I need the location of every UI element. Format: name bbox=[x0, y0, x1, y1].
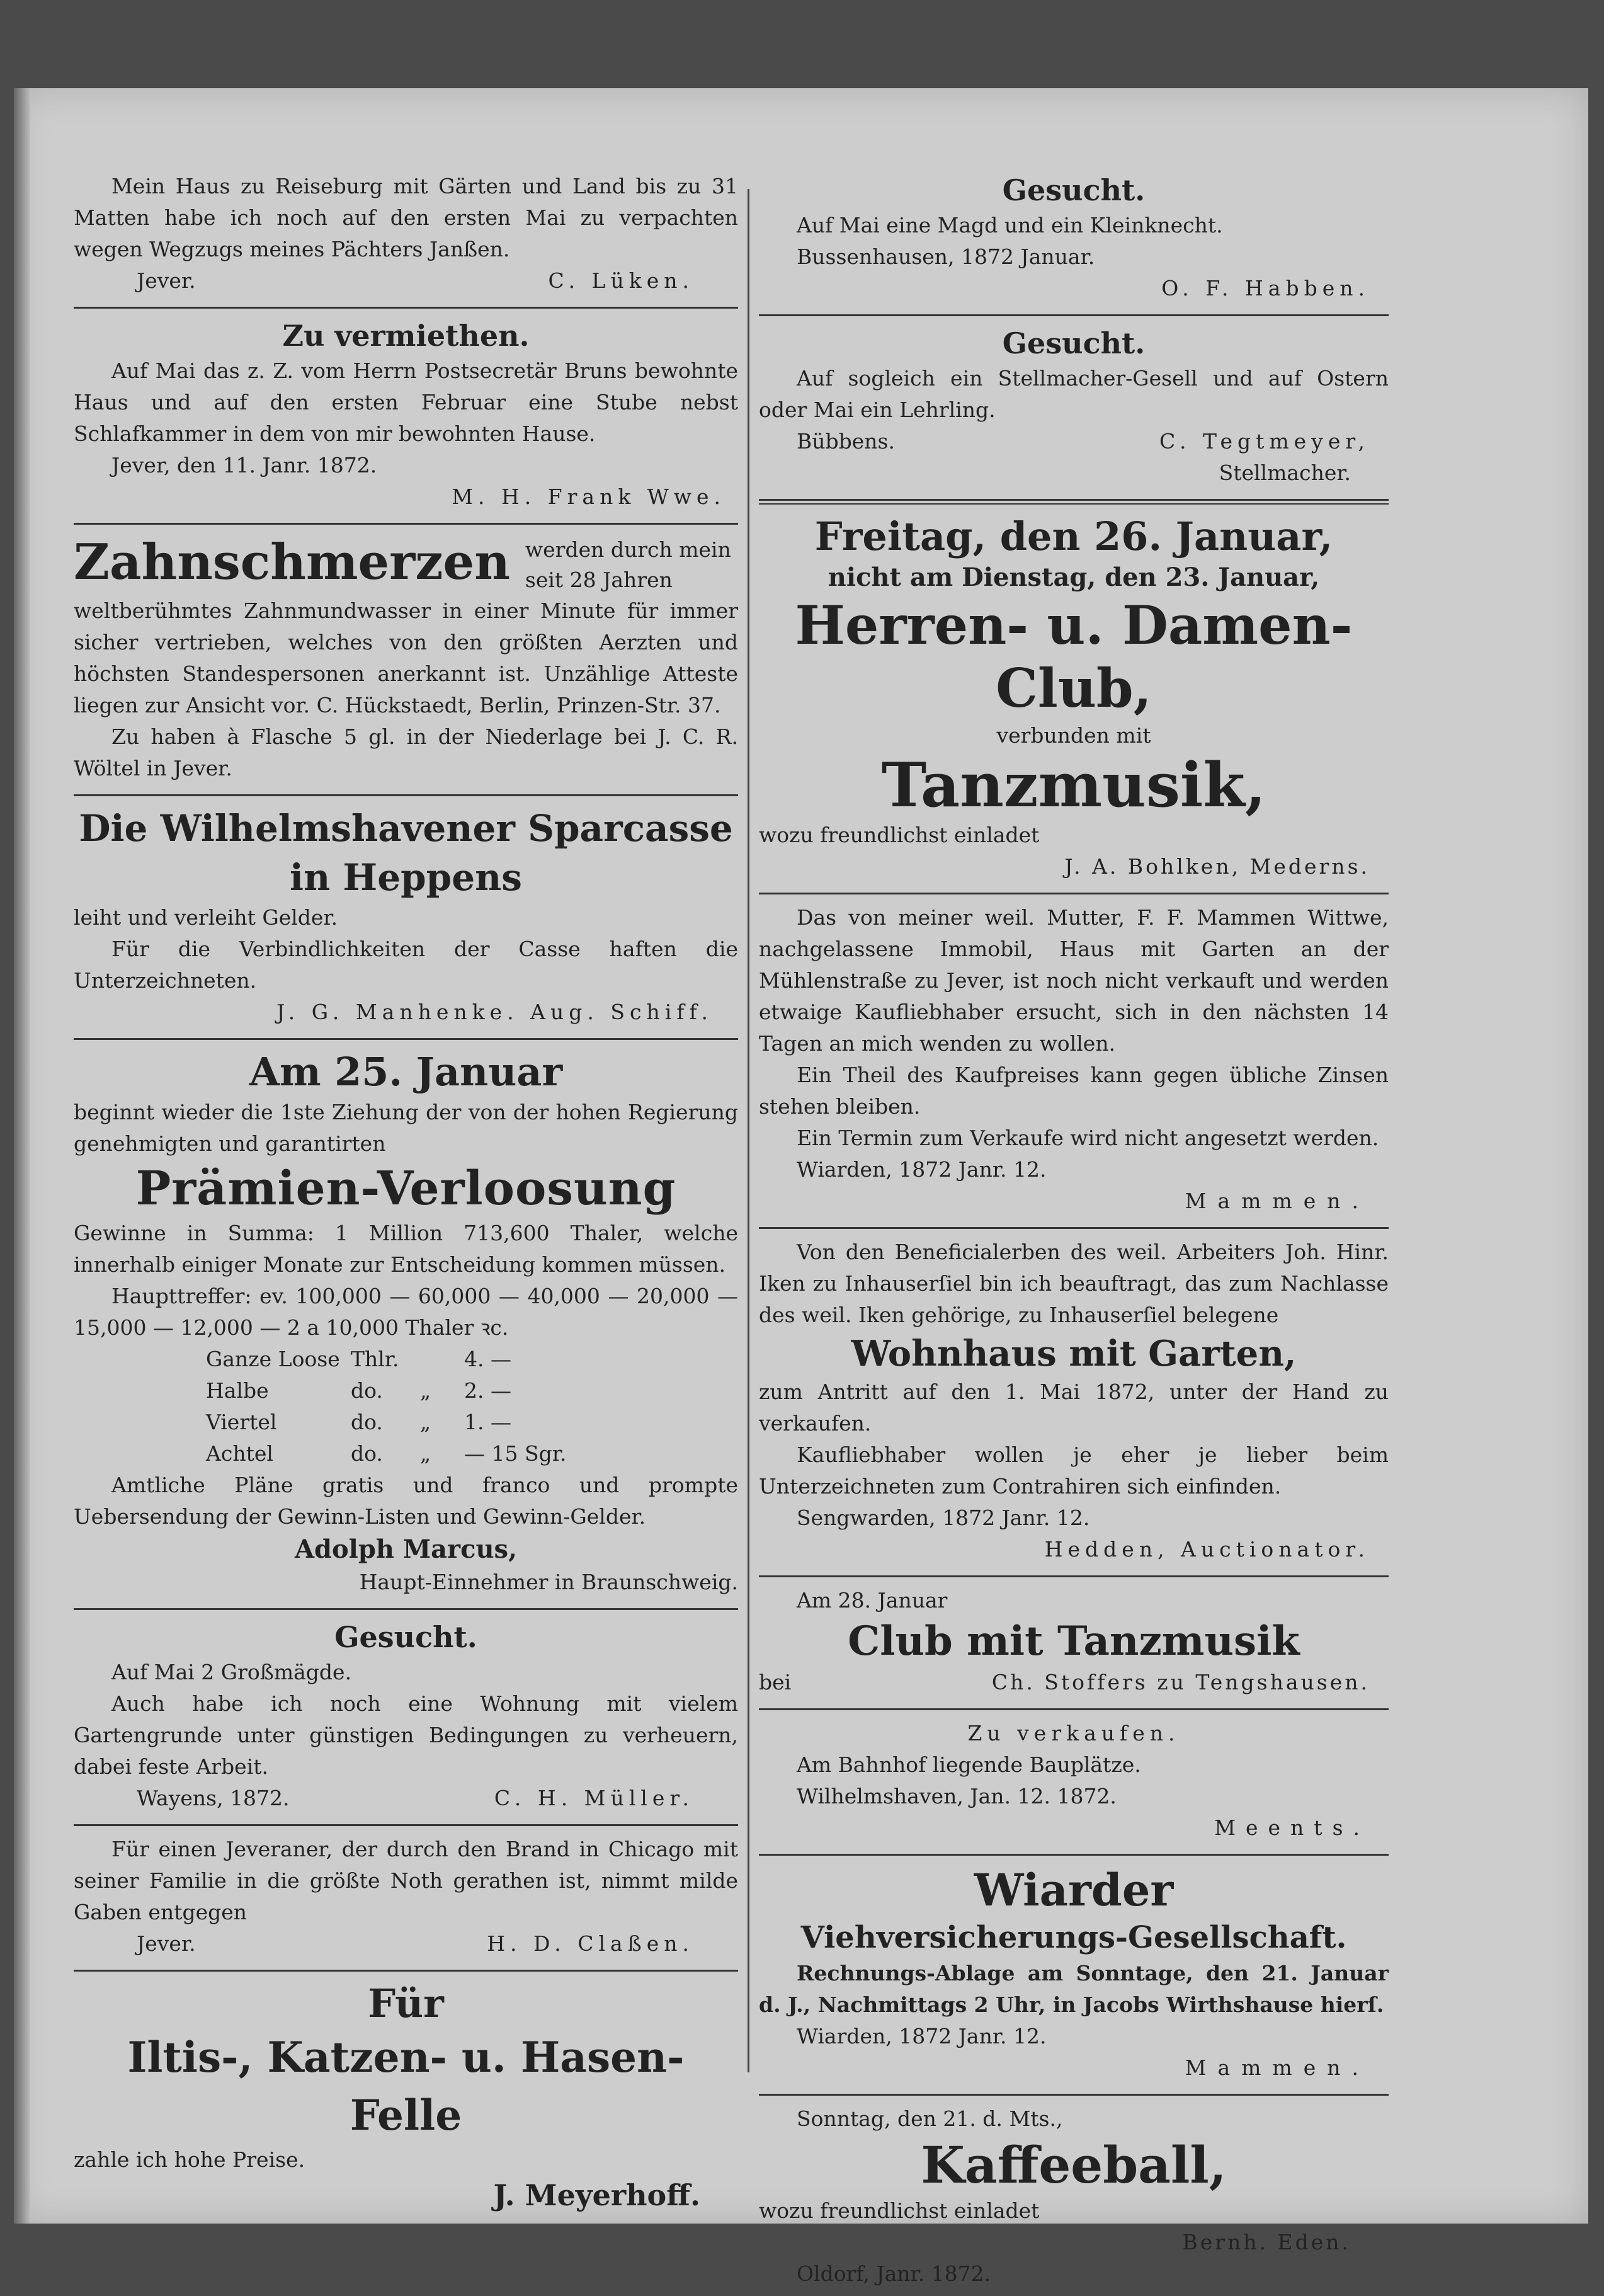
ad-signer: Mammen. bbox=[1185, 2055, 1370, 2080]
column-divider bbox=[748, 189, 749, 2072]
ad-separator bbox=[74, 523, 738, 525]
price-unit: do. bbox=[351, 1378, 383, 1403]
ad-text: Auf Mai 2 Großmägde. bbox=[111, 1660, 352, 1684]
ad-text: beginnt wieder die 1ste Ziehung der von der hohen Regierung genehmigten und garantirten bbox=[74, 1100, 738, 1156]
ad-signer: Adolph Marcus, bbox=[294, 1534, 517, 1564]
ad-text: Am Bahnhof liegende Bauplätze. bbox=[797, 1752, 1141, 1777]
ad-text-3: Haupttreffer: ev. 100,000 — 60,000 — 40,000 — 20,000 — 15,000 — 12,000 — 2 a 10,000 Thaler ꝛc. bbox=[74, 1284, 738, 1340]
ad-separator bbox=[759, 1575, 1389, 1577]
ad-heading-2: Prämien-Verloosung bbox=[135, 1162, 676, 1216]
ad-signer: J. G. Manhenke. Aug. Schiff. bbox=[276, 1000, 713, 1024]
ad-text-3: Ein Termin zum Verkaufe wird nicht angesetzt werden. bbox=[797, 1126, 1379, 1150]
ad-heading: Gesucht. bbox=[1002, 173, 1146, 207]
ad-club-ball bbox=[759, 508, 1389, 889]
ad-heading-2: Viehversicherungs-Gesellschaft. bbox=[800, 1920, 1347, 1955]
ad-savings-bank bbox=[74, 800, 738, 1034]
ad-signature bbox=[759, 1667, 1389, 1698]
ad-separator bbox=[74, 307, 738, 309]
price-value: 1. — bbox=[464, 1410, 511, 1434]
price-list bbox=[206, 1344, 738, 1470]
ad-signer: C. Tegtmeyer, bbox=[1159, 429, 1370, 454]
ad-signer: H. D. Claßen. bbox=[487, 1931, 694, 1956]
ad-date: Wiarden, 1872 Janr. 12. bbox=[797, 2024, 1047, 2048]
ad-heading: Wiarder bbox=[974, 1864, 1174, 1916]
ad-coffee-ball bbox=[759, 2099, 1389, 2296]
ad-text-2: Auch habe ich noch eine Wohnung mit vielem Gartengrunde unter günstigen Bedingungen zu verheuern, dabei feste Arbeit. bbox=[74, 1691, 738, 1779]
ad-separator bbox=[759, 2094, 1389, 2096]
ad-signature bbox=[74, 265, 738, 297]
ad-line-1: Am 28. Januar bbox=[797, 1588, 948, 1613]
ad-heading-2: Iltis-, Katzen- u. Hasen-Felle bbox=[127, 2033, 685, 2140]
ad-wanted-maid bbox=[759, 167, 1389, 311]
ad-text: Das von meiner weil. Mutter, F. F. Mammen Wittwe, nachgelassene Immobil, Haus mit Garten an der Mühlenstraße zu Jever, ist noch nicht verkauft und werden etwaige Kaufliebhaber ersucht, sich in den nächsten 14 Tagen an mich wenden zu wollen. bbox=[759, 905, 1389, 1056]
ad-text: Rechnungs-Ablage am Sonntage, den 21. Januar d. J., Nachmittags 2 Uhr, in Jacobs Wirthshause hierſ. bbox=[759, 1961, 1389, 2017]
ad-line-1: Freitag, den 26. Januar, bbox=[814, 513, 1333, 559]
ad-text: leiht und verleiht Gelder. bbox=[74, 905, 338, 930]
ad-signer: Bernh. Eden. bbox=[1182, 2230, 1351, 2254]
ad-heading-row bbox=[74, 532, 738, 595]
ad-signer-title: Stellmacher. bbox=[1219, 460, 1351, 485]
ad-signer: Meents. bbox=[1214, 1815, 1370, 1840]
ad-text-2: Für die Verbindlichkeiten der Casse haften die Unterzeichneten. bbox=[74, 937, 738, 993]
price-value: 2. — bbox=[464, 1378, 511, 1403]
ad-text: Auf Mai das z. Z. vom Herrn Postsecretär Bruns bewohnte Haus und auf den ersten Februar eine Stube nebst Schlafkammer in dem von mir bewohnten Hause. bbox=[74, 358, 738, 446]
ad-separator bbox=[759, 499, 1389, 505]
newspaper-page bbox=[14, 88, 1588, 2286]
ad-text: Von den Beneficialerben des weil. Arbeiters Joh. Hinr. Iken zu Inhauserſiel bin ich beauftragt, das zum Nachlasse des weil. Iken gehörige, zu Inhauserſiel belegene bbox=[759, 1240, 1389, 1327]
ad-heading: Gesucht. bbox=[1002, 326, 1146, 360]
ad-heading: Am 25. Januar bbox=[249, 1049, 563, 1095]
price-row bbox=[206, 1438, 738, 1470]
ad-separator bbox=[74, 1608, 738, 1610]
ad-to-let bbox=[74, 312, 738, 519]
ad-date: Wiarden, 1872 Janr. 12. bbox=[797, 1157, 1047, 1182]
price-value: 4. — bbox=[464, 1347, 511, 1371]
ad-line-2: nicht am Dienstag, den 23. Januar, bbox=[828, 563, 1320, 592]
price-row bbox=[206, 1375, 738, 1407]
ad-place: Jever. bbox=[137, 268, 196, 293]
ad-text: zahle ich hohe Preise. bbox=[74, 2147, 305, 2172]
ad-text: Auf Mai eine Magd und ein Kleinknecht. bbox=[797, 213, 1223, 237]
ad-signature bbox=[74, 1783, 738, 1814]
ad-heading: Herren- u. Damen-Club, bbox=[795, 594, 1353, 719]
ad-heading: Gesucht. bbox=[334, 1620, 477, 1654]
page-binding-edge bbox=[14, 88, 30, 2224]
price-row bbox=[206, 1344, 738, 1375]
ad-wanted-wheelwright bbox=[759, 320, 1389, 495]
price-mark: „ bbox=[420, 1441, 431, 1466]
ad-signer-title: Haupt-Einnehmer in Braunschweig. bbox=[359, 1570, 738, 1594]
ad-line-1: Sonntag, den 21. d. Mts., bbox=[797, 2106, 1063, 2131]
price-unit: do. bbox=[351, 1410, 383, 1434]
ad-separator bbox=[74, 1824, 738, 1826]
ad-signer: C. Lüken. bbox=[548, 268, 694, 293]
ad-line-2: wozu freundlichst einladet bbox=[759, 2198, 1040, 2223]
ad-heading: Die Wilhelmshavener Sparcasse bbox=[79, 807, 733, 850]
ad-text-4: Amtliche Pläne gratis und franco und prompte Uebersendung der Gewinn-Listen und Gewinn-Gelder. bbox=[74, 1473, 738, 1529]
ad-date: Jever, den 11. Janr. 1872. bbox=[111, 453, 377, 477]
ad-separator bbox=[759, 893, 1389, 894]
ad-signer: Hedden, Auctionator. bbox=[1044, 1537, 1370, 1562]
ad-signer: J. Meyerhoff. bbox=[493, 2178, 700, 2212]
ad-club-dance bbox=[759, 1581, 1389, 1705]
ad-heading: Club mit Tanzmusik bbox=[848, 1618, 1300, 1665]
ad-heading: Zahnschmerzen bbox=[74, 534, 510, 591]
ad-date: Oldorf, Janr. 1872. bbox=[797, 2261, 991, 2286]
ad-separator bbox=[74, 794, 738, 796]
ad-charity-chicago bbox=[74, 1830, 738, 1966]
ad-prefix: bei bbox=[759, 1670, 792, 1694]
price-label: Ganze Loose bbox=[206, 1347, 340, 1371]
left-column bbox=[74, 167, 738, 2221]
ad-signer: M. H. Frank Wwe. bbox=[452, 484, 725, 509]
ad-toothache bbox=[74, 528, 738, 791]
ad-date: Wilhelmshaven, Jan. 12. 1872. bbox=[797, 1784, 1117, 1808]
ad-text: weltberühmtes Zahnmundwasser in einer Minute für immer sicher vertrieben, welches von den größten Aerzten und höchsten Standespersonen anerkannt ist. Unzählige Atteste liegen zur Ansicht vor. C. Hückstaedt, Berlin, Prinzen-Str. 37. bbox=[74, 598, 738, 717]
ad-heading: Kaffeeball, bbox=[921, 2135, 1227, 2195]
ad-text: Auf sogleich ein Stellmacher-Gesell und auf Ostern oder Mai ein Lehrling. bbox=[759, 366, 1389, 422]
ad-heading-2: Tanzmusik, bbox=[881, 750, 1266, 821]
ad-text-2: Gewinne in Summa: 1 Million 713,600 Thaler, welche innerhalb einiger Monate zur Entscheidung kommen müssen. bbox=[74, 1221, 738, 1277]
ad-heading: Zu verkaufen. bbox=[967, 1721, 1180, 1745]
ad-separator bbox=[759, 1708, 1389, 1710]
ad-text-2: zum Antritt auf den 1. Mai 1872, unter der Hand zu verkaufen. bbox=[759, 1379, 1389, 1436]
ad-text: Mein Haus zu Reiseburg mit Gärten und Land bis zu 31 Matten habe ich noch auf den ersten Mai zu verpachten wegen Wegzugs meines Pächters Janßen. bbox=[74, 174, 738, 261]
ad-signer: Mammen. bbox=[1185, 1189, 1370, 1213]
ad-wanted-maids bbox=[74, 1614, 738, 1820]
ad-text-2: Zu haben à Flasche 5 gl. in der Niederlage bei J. C. R. Wöltel in Jever. bbox=[74, 724, 738, 780]
ad-furs bbox=[74, 1975, 738, 2221]
ad-signer: J. A. Bohlken, Mederns. bbox=[1064, 854, 1370, 879]
ad-date: Sengwarden, 1872 Janr. 12. bbox=[797, 1505, 1090, 1530]
price-mark bbox=[420, 1344, 464, 1375]
ad-signer: C. H. Müller. bbox=[494, 1786, 694, 1810]
ad-text-2: Ein Theil des Kaufpreises kann gegen übliche Zinsen stehen bleiben. bbox=[759, 1063, 1389, 1119]
ad-line-2: Ch. Stoffers zu Tengshausen. bbox=[991, 1670, 1370, 1694]
price-label: Viertel bbox=[206, 1410, 277, 1434]
ad-dwelling-sale bbox=[759, 1233, 1389, 1572]
ad-separator bbox=[74, 1970, 738, 1972]
ad-house-lease bbox=[74, 167, 738, 303]
ad-signature bbox=[74, 1928, 738, 1960]
price-label: Halbe bbox=[206, 1378, 269, 1403]
ad-signature bbox=[759, 426, 1389, 457]
ad-livestock-insurance bbox=[759, 1859, 1389, 2090]
ad-heading-2: in Heppens bbox=[290, 856, 522, 899]
ad-place: Jever. bbox=[137, 1931, 196, 1956]
ad-heading: Für bbox=[368, 1980, 444, 2026]
ad-text-2: Bussenhausen, 1872 Januar. bbox=[797, 244, 1095, 269]
price-unit: Thlr. bbox=[351, 1347, 399, 1371]
ad-separator bbox=[759, 314, 1389, 316]
ad-lottery bbox=[74, 1044, 738, 1604]
price-row bbox=[206, 1407, 738, 1438]
ad-line-4: wozu freundlichst einladet bbox=[759, 823, 1040, 847]
price-mark: „ bbox=[420, 1410, 431, 1434]
price-mark: „ bbox=[420, 1378, 431, 1403]
ad-house-sale bbox=[759, 898, 1389, 1223]
ad-heading: Zu vermiethen. bbox=[282, 319, 530, 353]
ad-separator bbox=[759, 1227, 1389, 1229]
ad-separator bbox=[74, 1038, 738, 1040]
ad-heading: Wohnhaus mit Garten, bbox=[851, 1333, 1297, 1374]
ad-signer: O. F. Habben. bbox=[1161, 276, 1370, 300]
price-value: — 15 Sgr. bbox=[464, 1441, 567, 1466]
ad-text-3: Kaufliebhaber wollen je eher je lieber beim Unterzeichneten zum Contrahiren sich einfinden. bbox=[759, 1442, 1389, 1499]
ad-text: Für einen Jeveraner, der durch den Brand in Chicago mit seiner Familie in die größte Noth gerathen ist, nimmt milde Gaben entgegen bbox=[74, 1837, 738, 1924]
price-label: Achtel bbox=[206, 1441, 273, 1466]
ad-heading-rest: werden durch mein seit 28 Jahren bbox=[525, 537, 731, 592]
ad-place: Bübbens. bbox=[797, 429, 895, 454]
ad-line-3: verbunden mit bbox=[996, 723, 1151, 748]
ad-place: Wayens, 1872. bbox=[137, 1786, 290, 1810]
right-column bbox=[759, 167, 1389, 2296]
price-unit: do. bbox=[351, 1441, 383, 1466]
ad-separator bbox=[759, 1854, 1389, 1856]
ad-building-plots bbox=[759, 1714, 1389, 1850]
